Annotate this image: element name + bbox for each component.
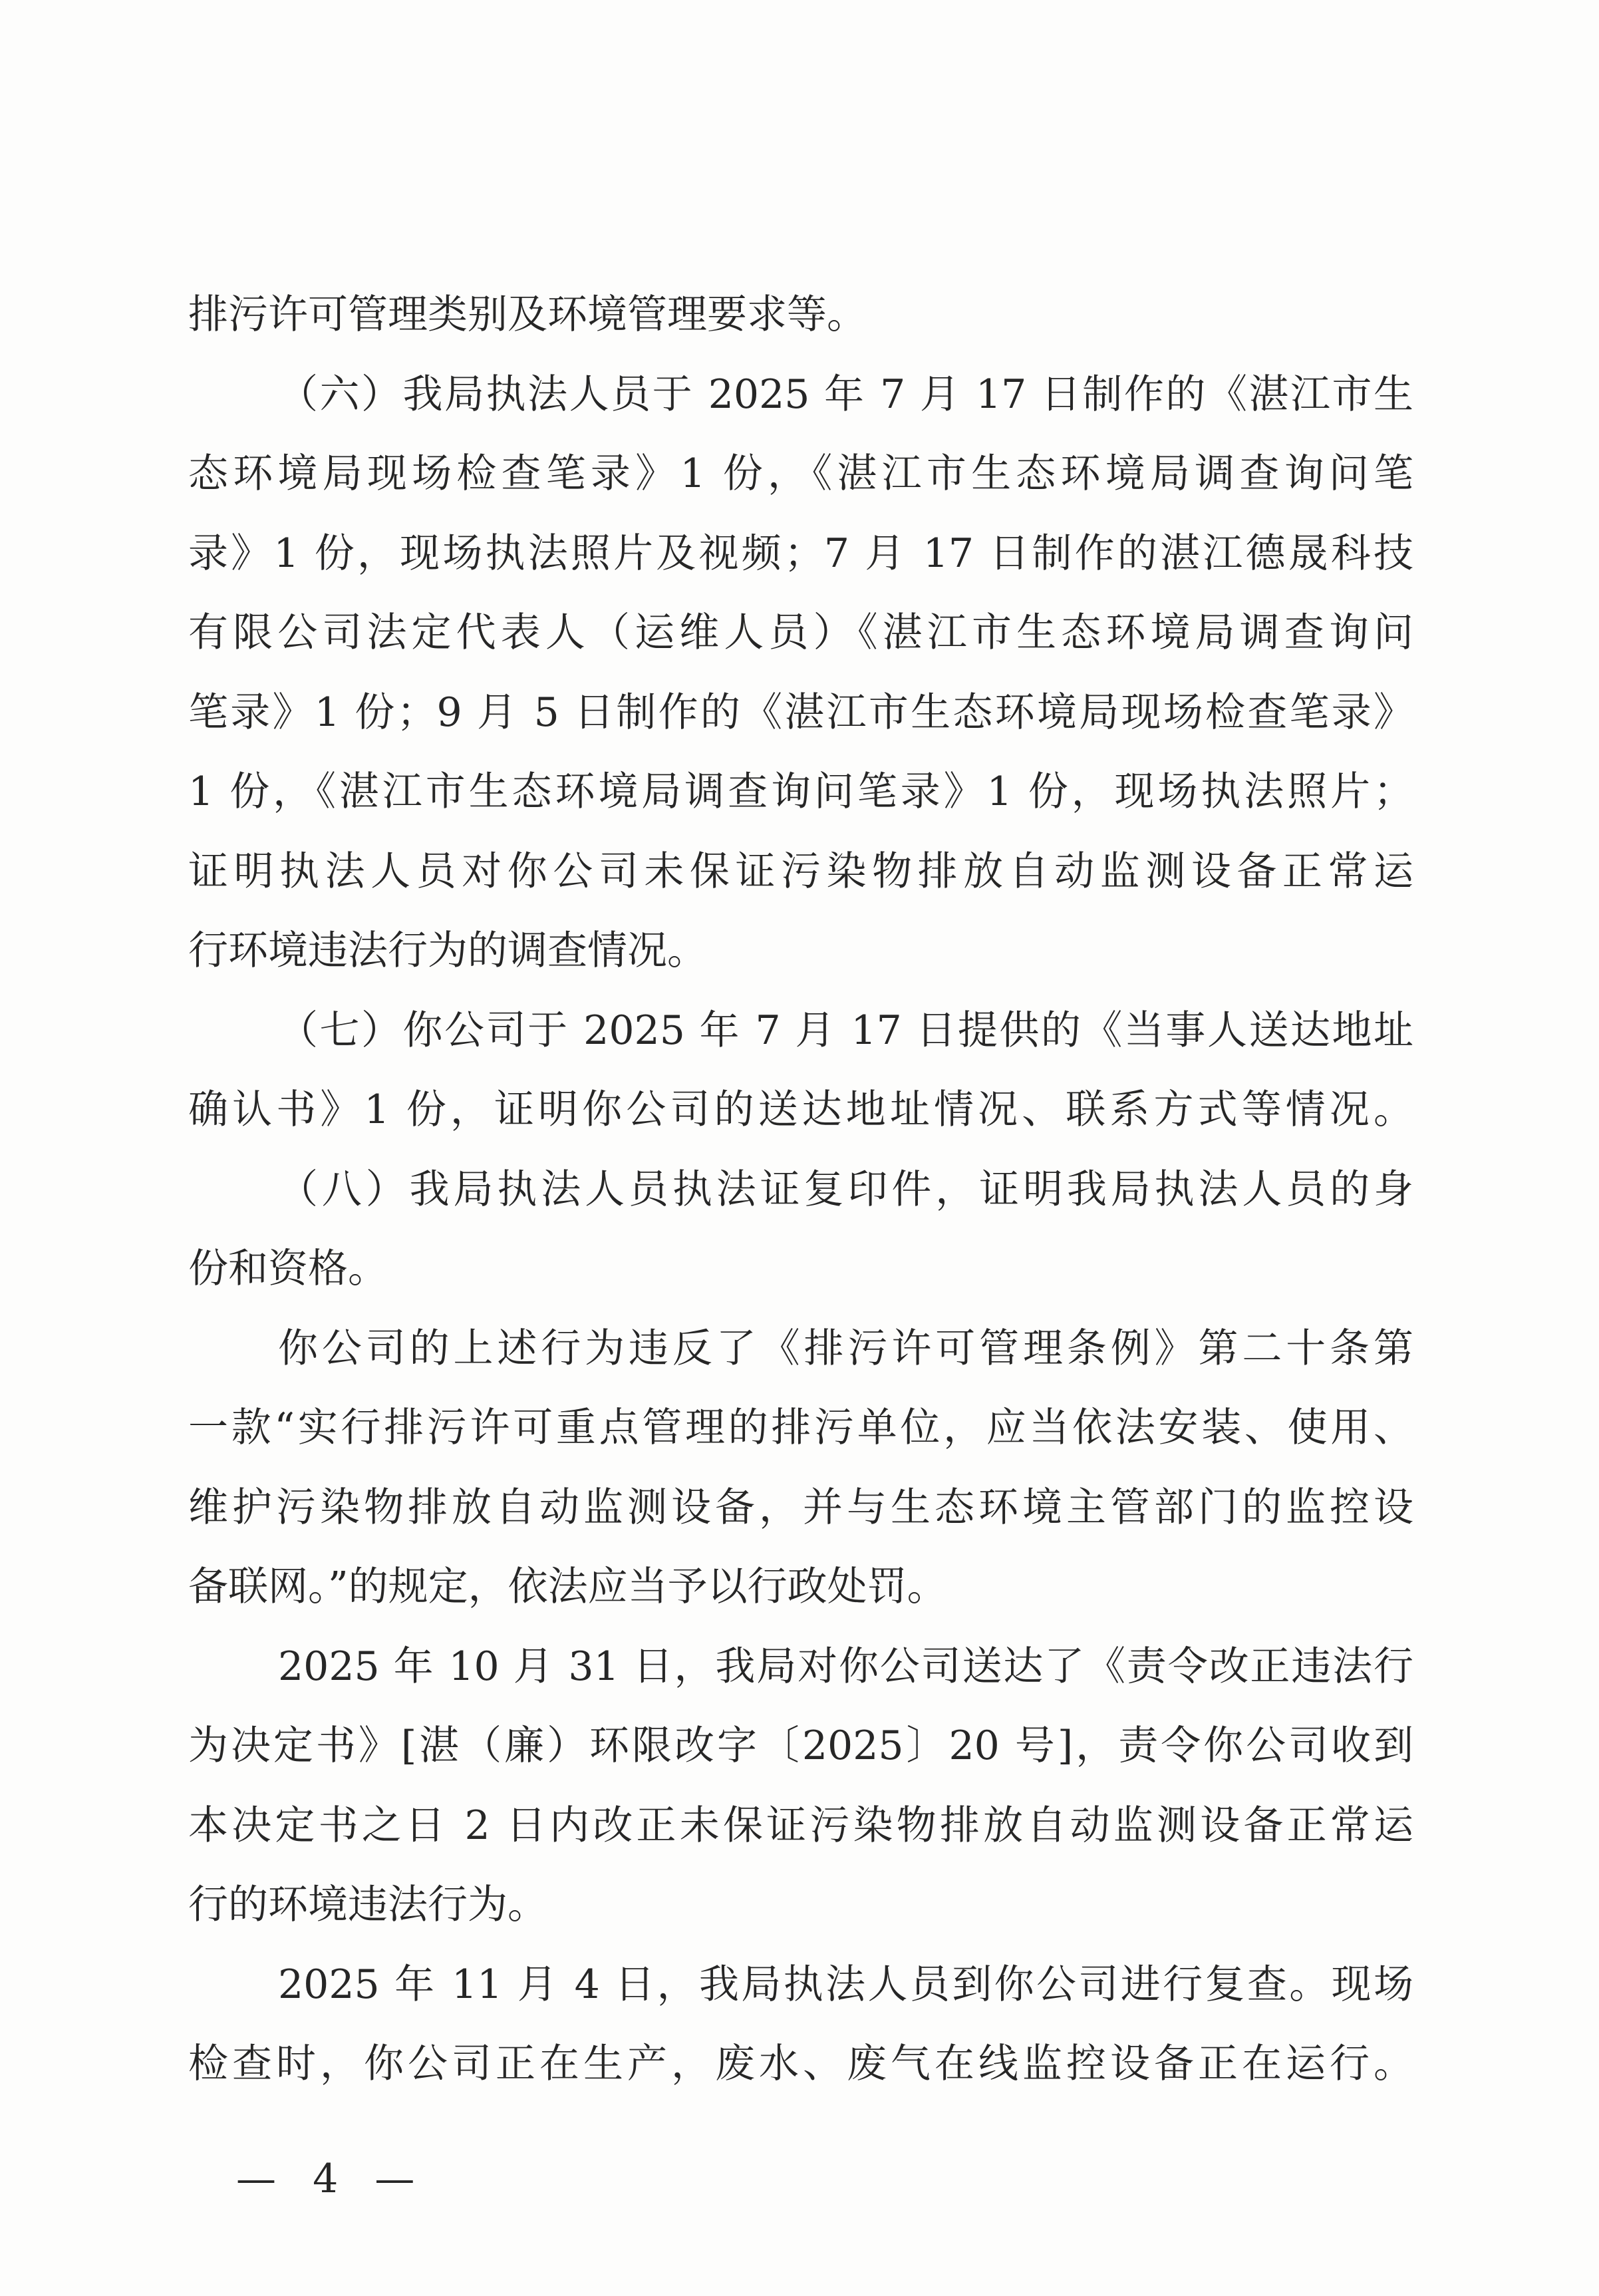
text-line: 笔录》1 份；9 月 5 日制作的《湛江市生态环境局现场检查笔录》 — [188, 689, 1413, 736]
text-line: 证明执法人员对你公司未保证污染物排放自动监测设备正常运 — [188, 848, 1413, 895]
text-line: 有限公司法定代表人（运维人员）《湛江市生态环境局调查询问 — [188, 609, 1413, 656]
text-line: （六）我局执法人员于 2025 年 7 月 17 日制作的《湛江市生 — [278, 371, 1413, 418]
text-line: 一款“实行排污许可重点管理的排污单位，应当依法安装、使用、 — [188, 1404, 1413, 1451]
text-line: 行的环境违法行为。 — [188, 1882, 547, 1928]
text-line: 行环境违法行为的调查情况。 — [188, 927, 707, 974]
text-line: 你公司的上述行为违反了《排污许可管理条例》第二十条第 — [278, 1325, 1413, 1372]
text-line: 维护污染物排放自动监测设备，并与生态环境主管部门的监控设 — [188, 1484, 1413, 1531]
text-line: 态环境局现场检查笔录》1 份，《湛江市生态环境局调查询问笔 — [188, 450, 1413, 497]
text-line: 录》1 份，现场执法照片及视频；7 月 17 日制作的湛江德晟科技 — [188, 530, 1413, 577]
text-line: （八）我局执法人员执法证复印件，证明我局执法人员的身 — [278, 1166, 1413, 1213]
text-line: 2025 年 10 月 31 日，我局对你公司送达了《责令改正违法行 — [278, 1643, 1413, 1690]
text-line: 确认书》1 份，证明你公司的送达地址情况、联系方式等情况。 — [188, 1086, 1413, 1133]
text-line: 排污许可管理类别及环境管理要求等。 — [188, 291, 867, 338]
text-line: 为决定书》[湛（廉）环限改字〔2025〕20 号]，责令你公司收到 — [188, 1722, 1413, 1769]
text-line: 2025 年 11 月 4 日，我局执法人员到你公司进行复查。现场 — [278, 1961, 1413, 2008]
text-line: （七）你公司于 2025 年 7 月 17 日提供的《当事人送达地址 — [278, 1007, 1413, 1054]
text-line: 份和资格。 — [188, 1245, 388, 1292]
text-line: 本决定书之日 2 日内改正未保证污染物排放自动监测设备正常运 — [188, 1802, 1413, 1849]
text-line: 备联网。”的规定，依法应当予以行政处罚。 — [188, 1563, 947, 1610]
text-line: 1 份，《湛江市生态环境局调查询问笔录》1 份，现场执法照片； — [188, 768, 1413, 815]
page-number: — 4 — — [236, 2156, 427, 2202]
text-line: 检查时，你公司正在生产，废水、废气在线监控设备正在运行。 — [188, 2041, 1413, 2087]
